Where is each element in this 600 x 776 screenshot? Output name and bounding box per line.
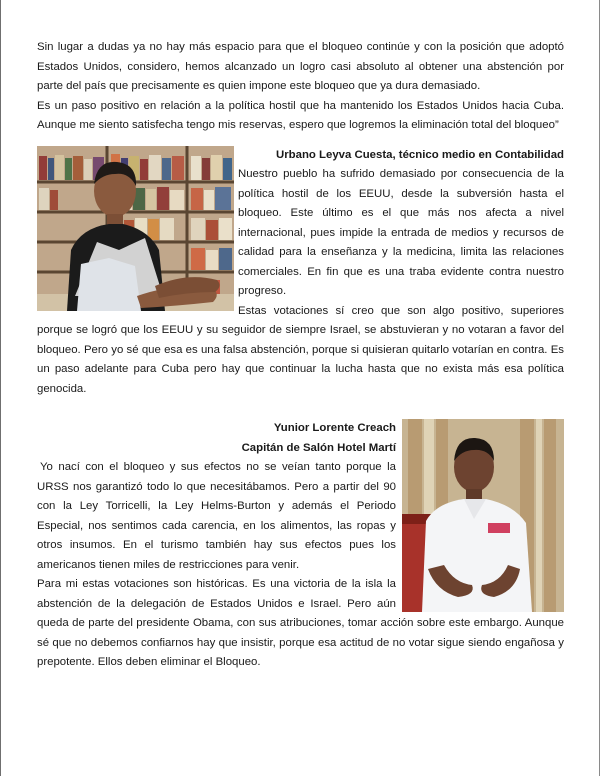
interview1-paragraph-1: Nuestro pueblo ha sufrido demasiado por consecuencia de la política hostil de los EEUU, desde la subversión hasta el bloqueo. Este último es el que más nos afecta a nivel internacional, pues impide la entrada de medios y recursos de calidad para la enseñanza y la medicina, limita las relaciones comerciales. En fin que es una traba evidente contra nuestro progreso. xyxy=(238,168,564,297)
article-page xyxy=(37,38,564,673)
interview2-paragraph-1: Yo nací con el bloqueo y sus efectos no se veían tanto porque la URSS nos garantizó todo lo que necesitábamos. Pero a partir del 90 con la Ley Torricelli, la Ley Helms-Burton y además el Periodo Especial, nos sentimos cada carencia, en los alimentos, las ropas y otros insumos. En el turismo también hay sus efectos pues los americanos tienen miles de restricciones para venir. xyxy=(37,461,396,571)
photo-urbano-leyva xyxy=(37,146,234,311)
interview2-name: Yunior Lorente Creach xyxy=(273,422,396,434)
section-spacer xyxy=(37,399,564,419)
interview2-paragraph-2: Para mi estas votaciones son históricas. Es una victoria de la isla la abstención de la delegación de Estados Unidos e Israel. Pero aún queda de parte del presidente Obama, con sus atribuciones, tomar acción sobre este embargo. Aunque sé que no debemos confiarnos hay que insistir, porque esa actitud de no votar sigue siendo engañosa y prepotente. Ellos deben eliminar el Bloqueo. xyxy=(37,578,564,668)
interview2-role: Capitán de Salón Hotel Martí xyxy=(241,441,396,454)
intro-paragraph-2: Es un paso positivo en relación a la política hostil que ha mantenido los Estados Unidos hacia Cuba. Aunque me siento satisfecha tengo mis reservas, espero que logremos la eliminación total del bloqueo” xyxy=(37,99,564,131)
page-left-edge xyxy=(0,0,1,776)
photo-yunior-lorente xyxy=(402,419,564,612)
interview1-paragraph-2: Estas votaciones sí creo que son algo positivo, superiores porque se logró que los EEUU y su seguidor de siempre Israel, se abstuvieran y no votaran a favor del bloqueo. Pero yo sé que esa es una falsa abstención, porque si quisieran quitarlo votarían en contra. Es un paso adelante para Cuba pero hay que continuar la lucha hasta que no exista más esa política genocida. xyxy=(37,304,564,395)
intro-paragraph-1: Sin lugar a dudas ya no hay más espacio para que el bloqueo continúe y con la posición que adoptó Estados Unidos, considero, hemos alcanzado un logro casi absoluto al obtener una abstención por parte del país que precisamente es quien impone este bloqueo que ya dura demasiado. xyxy=(37,41,564,92)
interview1-heading: Urbano Leyva Cuesta, técnico medio en Contabilidad xyxy=(276,148,564,161)
